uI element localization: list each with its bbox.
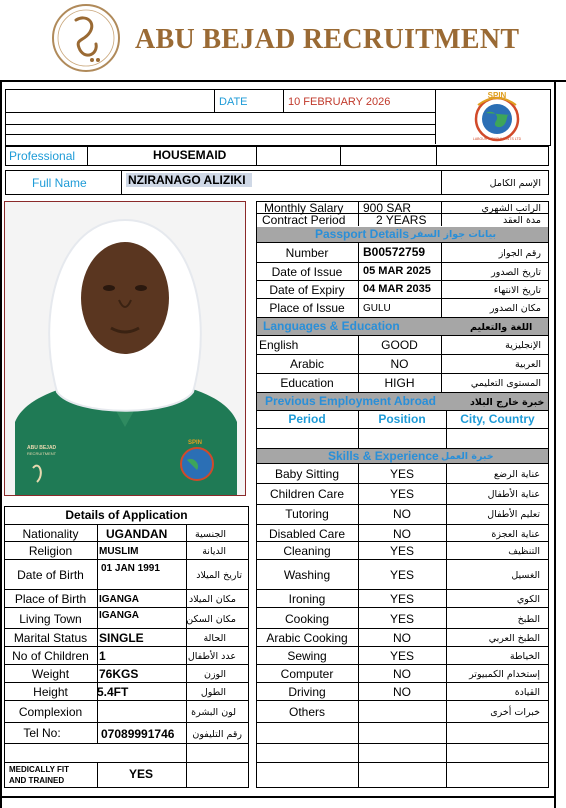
application-value-pob: IGANGA [99, 594, 139, 605]
skill-label-ironing: Ironing [288, 592, 326, 606]
application-label-ar-marital: الحالة [203, 633, 226, 644]
application-value-marital: SINGLE [99, 631, 144, 645]
skill-value-computer: NO [393, 667, 411, 681]
language-value-english: GOOD [381, 338, 418, 352]
application-label-ar-children: عدد الأطفال [187, 651, 236, 662]
skill-label-others: Others [288, 705, 325, 719]
language-label-ar-education: المستوى التعليمي [470, 378, 541, 389]
skill-label-baby-sitting: Baby Sitting [274, 467, 340, 481]
employment-col-city: City, Country [460, 412, 535, 426]
passport-title: Passport Details [315, 227, 410, 241]
date-value: 10 FEBRUARY 2026 [288, 96, 391, 108]
application-title: Details of Application [65, 508, 188, 522]
skill-label-sewing: Sewing [287, 649, 327, 663]
skill-label-ar-children-care: عناية الأطفال [487, 489, 540, 500]
passport-label-issue: Date of Issue [271, 265, 343, 279]
photo-badge-line2: RECRUITMENT [27, 451, 57, 456]
application-label-ar-town: مكان السكن [186, 614, 236, 625]
language-label-arabic: Arabic [289, 357, 324, 371]
agency-logo-title: SPIN [487, 91, 507, 100]
salary-label: Monthly Salary [264, 201, 344, 215]
company-logo-icon [46, 0, 126, 78]
application-label-tel: Tel No: [23, 726, 61, 740]
passport-value-issue: 05 MAR 2025 [363, 265, 431, 277]
skill-value-tutoring: NO [393, 507, 411, 521]
full-name-label: Full Name [32, 176, 87, 190]
application-label-religion: Religion [28, 544, 73, 558]
application-label-height: Height [33, 685, 68, 699]
application-label-complexion: Complexion [18, 705, 83, 719]
application-label-ar-complexion: لون البشرة [191, 707, 236, 718]
medical-label-line1: MEDICALLY FIT [9, 765, 70, 774]
employment-title: Previous Employment Abroad [265, 394, 436, 408]
company-name: ABU BEJAD RECRUITMENT [135, 24, 520, 55]
contract-label: Contract Period [262, 213, 346, 227]
application-label-dob: Date of Birth [17, 568, 84, 582]
photo-badge-line1: ABU BEJAD [27, 445, 57, 451]
passport-label-ar-issue: تاريخ الصدور [491, 267, 541, 278]
application-value-town: IGANGA [99, 610, 139, 621]
agency-logo [470, 91, 524, 143]
skill-label-ar-driving: القيادة [514, 687, 540, 698]
full-name-value: NZIRANAGO ALIZIKI [128, 173, 246, 187]
languages-title: Languages & Education [263, 319, 400, 333]
skill-value-children-care: YES [389, 487, 414, 501]
application-label-ar-height: الطول [200, 687, 226, 698]
application-label-ar-nationality: الجنسية [195, 529, 226, 540]
company-logo [46, 0, 126, 78]
professional-value: HOUSEMAID [153, 148, 227, 162]
skill-value-cooking: YES [389, 612, 414, 626]
application-label-ar-pob: مكان الميلاد [188, 594, 236, 605]
passport-value-number: B00572759 [363, 245, 426, 259]
passport-label-expiry: Date of Expiry [269, 283, 345, 297]
application-label-weight: Weight [31, 667, 70, 681]
skill-label-ar-others: خبرات أخرى [490, 707, 540, 718]
skill-label-ar-ironing: الكوي [516, 594, 540, 605]
skill-label-disabled-care: Disabled Care [268, 527, 346, 541]
passport-label-place: Place of Issue [269, 301, 345, 315]
salary-label-ar: الراتب الشهري [481, 203, 541, 214]
application-label-marital: Marital Status [13, 631, 88, 645]
skill-label-driving: Driving [288, 685, 326, 699]
language-label-education: Education [280, 376, 334, 390]
language-label-ar-arabic: العربية [515, 359, 541, 370]
passport-label-ar-number: رقم الجواز [498, 248, 541, 259]
skill-label-cleaning: Cleaning [283, 544, 331, 558]
application-value-children: 1 [99, 649, 106, 663]
language-label-english: English [259, 338, 299, 352]
skill-label-children-care: Children Care [269, 487, 345, 501]
skill-label-ar-washing: الغسيل [511, 570, 540, 581]
passport-title-ar: بيانات جواز السفر [411, 229, 497, 240]
skill-label-ar-baby-sitting: عناية الرضع [493, 469, 540, 480]
application-value-religion: MUSLIM [99, 546, 139, 557]
passport-value-expiry: 04 MAR 2035 [363, 283, 431, 295]
application-value-weight: 76KGS [99, 667, 139, 681]
medical-label-line2: AND TRAINED [9, 776, 65, 785]
application-label-town: Living Town [19, 612, 82, 626]
application-value-dob: 01 JAN 1991 [101, 563, 160, 574]
employment-title-ar: خبرة خارج البلاد [470, 397, 545, 408]
application-value-tel: 07089991746 [101, 727, 175, 741]
skill-label-arabic-cooking: Arabic Cooking [266, 631, 348, 645]
salary-value: 900 SAR [363, 201, 412, 215]
professional-label: Professional [9, 149, 76, 163]
skill-label-ar-tutoring: تعليم الأطفال [487, 509, 540, 520]
skill-value-disabled-care: NO [393, 527, 411, 541]
skill-label-cooking: Cooking [284, 612, 330, 626]
skill-value-cleaning: YES [389, 544, 414, 558]
contract-value: 2 YEARS [376, 213, 427, 227]
passport-value-place: GULU [363, 303, 391, 314]
skill-value-sewing: YES [389, 649, 414, 663]
employment-col-position: Position [378, 412, 426, 426]
skill-label-ar-cooking: الطبخ [517, 614, 540, 625]
language-value-education: HIGH [384, 376, 415, 390]
application-label-nationality: Nationality [22, 527, 79, 541]
application-value-height: 5.4FT [97, 685, 129, 699]
skill-label-tutoring: Tutoring [285, 507, 329, 521]
employment-col-period: Period [288, 412, 326, 426]
languages-title-ar: اللغة والتعليم [470, 322, 533, 333]
skill-label-computer: Computer [280, 667, 334, 681]
skills-title: Skills & Experience [328, 449, 439, 463]
skills-title-ar: خبرة العمل [441, 451, 494, 462]
skill-value-ironing: YES [389, 592, 414, 606]
agency-logo-ring: LABOUR CONSULTANTS LTD [472, 137, 522, 141]
skill-label-ar-cleaning: التنظيف [508, 546, 540, 557]
skill-value-driving: NO [393, 685, 411, 699]
skill-label-ar-disabled-care: عناية العجزة [491, 529, 540, 540]
application-label-pob: Place of Birth [14, 592, 87, 606]
application-label-ar-religion: الديانة [202, 546, 226, 557]
date-label: DATE [219, 96, 248, 108]
passport-label-ar-expiry: تاريخ الانتهاء [493, 285, 541, 296]
application-label-ar-tel: رقم التليفون [192, 729, 242, 740]
skill-label-ar-arabic-cooking: الطبخ العربي [488, 633, 540, 644]
application-label-ar-dob: تاريخ الميلاد [196, 570, 242, 581]
language-value-arabic: NO [390, 357, 409, 371]
candidate-photo [4, 201, 246, 496]
language-label-ar-english: الإنجليزية [505, 340, 541, 351]
application-label-children: No of Children [12, 649, 89, 663]
passport-label-ar-place: مكان الصدور [489, 303, 541, 314]
skill-value-washing: YES [389, 568, 414, 582]
full-name-label-ar: الإسم الكامل [489, 178, 541, 189]
medical-value: YES [129, 767, 154, 781]
skill-label-ar-sewing: الخياطة [509, 651, 540, 662]
photo-badge-spin: SPIN [188, 440, 203, 446]
skill-value-baby-sitting: YES [389, 467, 414, 481]
passport-label-number: Number [285, 246, 329, 260]
contract-label-ar: مدة العقد [503, 215, 541, 226]
application-value-nationality: UGANDAN [106, 527, 168, 541]
application-label-ar-weight: الوزن [203, 669, 226, 680]
skill-label-washing: Washing [283, 568, 331, 582]
skill-value-arabic-cooking: NO [393, 631, 411, 645]
skill-label-ar-computer: إستخدام الكمبيوتر [469, 669, 540, 680]
